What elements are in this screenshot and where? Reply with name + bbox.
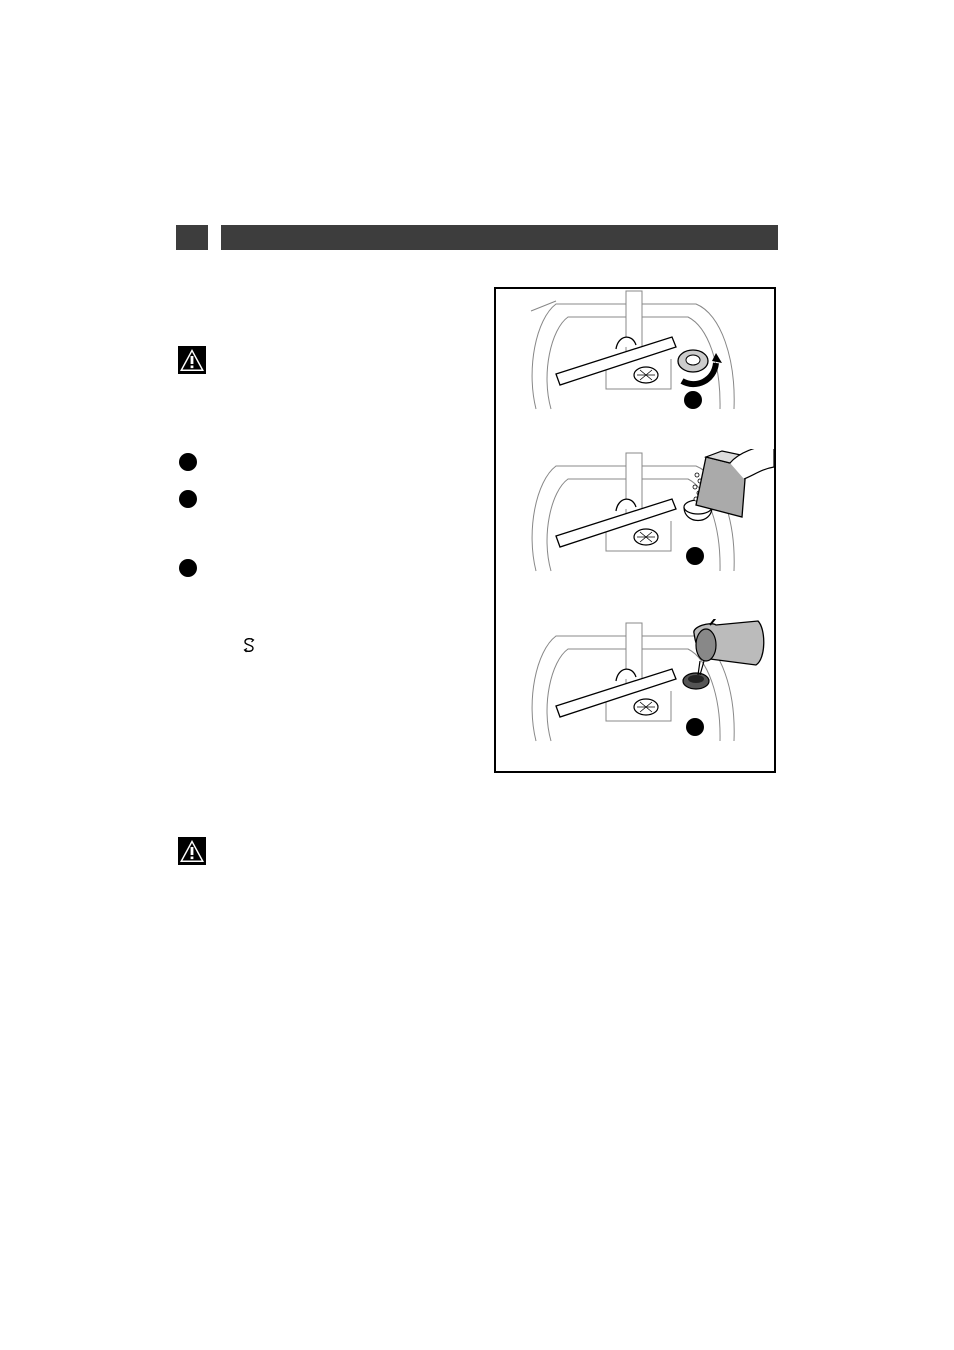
cycle-arrows-icon [240, 636, 258, 654]
step-marker-icon [684, 391, 702, 409]
illustration-frame [494, 287, 776, 773]
step-marker-icon [686, 547, 704, 565]
step-marker-icon [686, 718, 704, 736]
illustration-panel-unscrew-cap [496, 289, 774, 429]
warning-triangle-icon [178, 837, 206, 865]
step-marker-icon [179, 559, 197, 577]
illustration-panel-pour-water [496, 619, 774, 759]
step-marker-icon [179, 453, 197, 471]
illustration-panel-pour-salt [496, 449, 774, 589]
section-number-box [176, 225, 208, 250]
warning-triangle-icon [178, 346, 206, 374]
step-marker-icon [179, 490, 197, 508]
section-title-bar [221, 225, 778, 250]
